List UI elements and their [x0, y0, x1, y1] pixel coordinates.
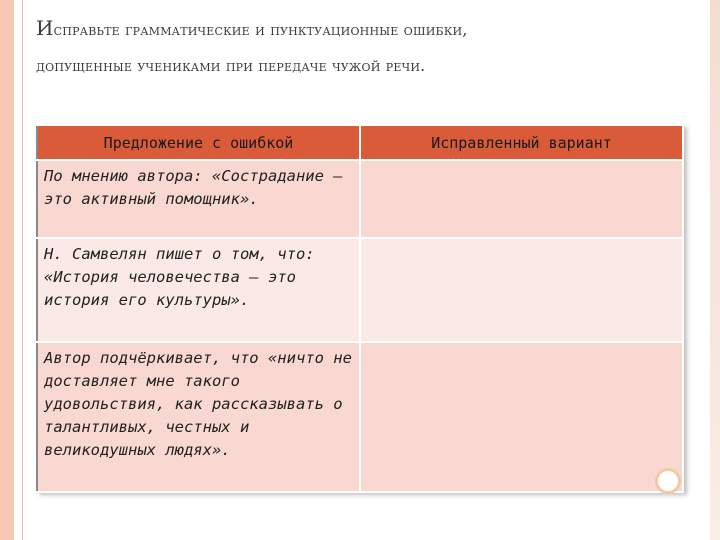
sentence-cell: Н. Самвелян пишет о том, что: «История человечества — это история его культуры». [37, 238, 360, 342]
sentence-cell: По мнению автора: «Сострадание — это активный помощник». [37, 160, 360, 238]
correction-table [36, 124, 684, 493]
left-decorative-stripe [0, 0, 14, 540]
decorative-circle-icon [655, 468, 681, 494]
right-decorative-stripe [710, 0, 720, 540]
corrected-cell[interactable] [360, 160, 683, 238]
sentence-cell: Автор подчёркивает, что «ничто не доставляет мне такого удовольствия, как рассказывать о талантливых, честных и великодушных людях». [37, 342, 360, 492]
table-row [37, 238, 683, 342]
corrected-cell[interactable] [360, 342, 683, 492]
header-corrected-version: Исправленный вариант [360, 125, 683, 160]
title-line-2: допущенные учениками при передаче чужой речи. [36, 56, 426, 75]
table-row [37, 342, 683, 492]
table-row [37, 160, 683, 238]
table-header-row [37, 125, 683, 160]
title-initial-letter: И [36, 16, 54, 40]
title-line-1: справьте грамматические и пунктуационные ошибки, [53, 20, 468, 39]
header-sentence-with-error: Предложение с ошибкой [37, 125, 360, 160]
corrected-cell[interactable] [360, 238, 683, 342]
slide-title [36, 10, 676, 84]
